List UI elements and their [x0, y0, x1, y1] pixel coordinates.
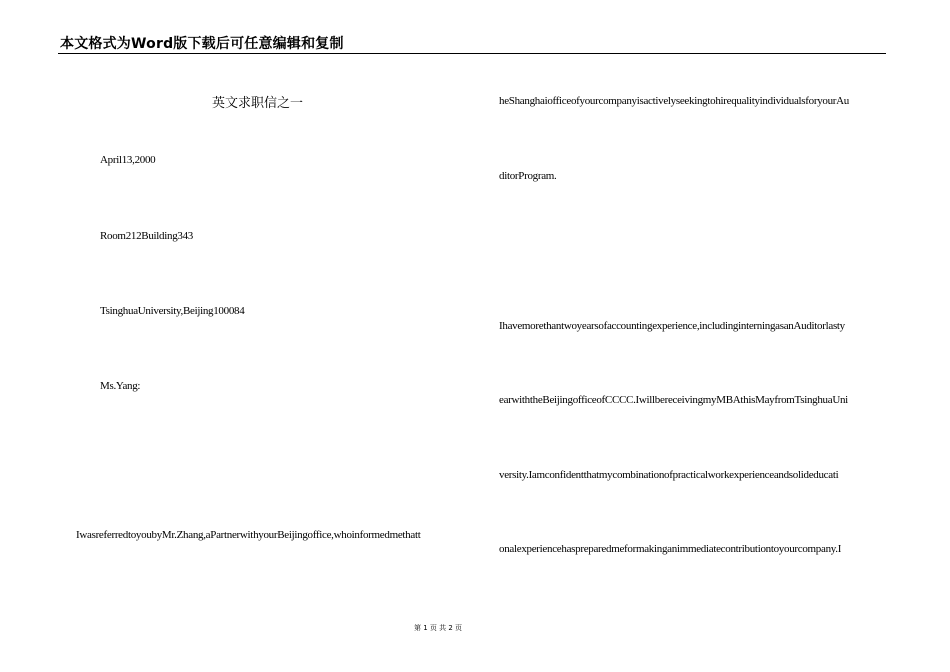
letter-body-line: onalexperiencehaspreparedmeformakinganimmediatecontributiontoyourcompany.I — [499, 543, 842, 555]
letter-body-line: Ihavemorethantwoyearsofaccountingexperience,includinginterningasanAuditorlasty — [499, 320, 845, 332]
letter-address-line: Room212Building343 — [100, 230, 193, 242]
letter-body-line: ditorProgram. — [499, 170, 557, 182]
letter-body-line: heShanghaiofficeofyourcompanyisactivelyseekingtohirequalityindividualsforyourAu — [499, 95, 850, 107]
page-number: 第 1 页 共 2 页 — [414, 624, 463, 632]
letter-title: 英文求职信之一 — [212, 96, 304, 111]
letter-body-line: versity.Iamconfidentthatmycombinationofpracticalworkexperienceandsolideducati — [499, 469, 839, 481]
letter-body-line: earwiththeBeijingofficeofCCCC.IwillbereceivingmyMBAthisMayfromTsinghuaUni — [499, 394, 848, 406]
header-divider — [58, 53, 886, 54]
letter-body-line: IwasreferredtoyoubyMr.Zhang,aPartnerwithyourBeijingoffice,whoinformedmethatt — [76, 529, 421, 541]
letter-salutation: Ms.Yang: — [100, 380, 141, 392]
letter-date: April13,2000 — [100, 154, 156, 166]
letter-address-line: TsinghuaUniversity,Beijing100084 — [100, 305, 245, 317]
document-header: 本文格式为Word版下载后可任意编辑和复制 — [60, 36, 344, 52]
